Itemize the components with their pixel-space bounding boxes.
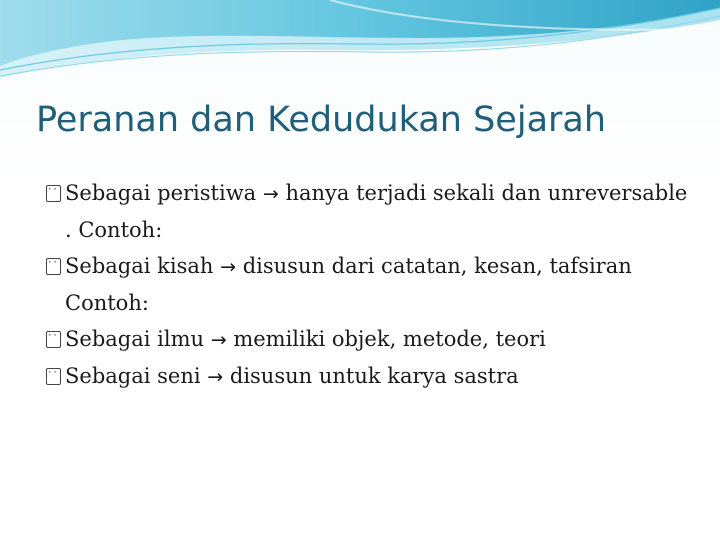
missing-glyph-icon: ··· <box>46 331 61 348</box>
bullet-description: disusun untuk karya sastra <box>229 364 519 388</box>
bullet-term: Sebagai ilmu <box>65 327 205 351</box>
bullet-item-seni <box>46 358 696 395</box>
bullet-term: Sebagai kisah <box>65 254 214 278</box>
bullet-description: hanya terjadi sekali dan unreversable . Contoh: <box>65 181 688 242</box>
missing-glyph-icon: ··· <box>46 368 61 385</box>
bullet-term: Sebagai seni <box>65 364 201 388</box>
bullet-description: memiliki objek, metode, teori <box>233 327 546 351</box>
missing-glyph-icon: ··· <box>46 185 61 202</box>
bullet-item-ilmu <box>46 321 696 358</box>
right-arrow-icon: → <box>220 256 237 278</box>
header-wave-decoration <box>0 0 720 90</box>
bullet-item-kisah <box>46 248 696 321</box>
right-arrow-icon: → <box>262 183 279 205</box>
bullet-term: Sebagai peristiwa <box>65 181 257 205</box>
missing-glyph-icon: ··· <box>46 258 61 275</box>
bullet-list <box>46 175 696 395</box>
right-arrow-icon: → <box>210 329 227 351</box>
right-arrow-icon: → <box>207 366 224 388</box>
bullet-description: disusun dari catatan, kesan, tafsiran Contoh: <box>65 254 632 315</box>
bullet-item-peristiwa <box>46 175 696 248</box>
slide-title: Peranan dan Kedudukan Sejarah <box>36 100 607 140</box>
